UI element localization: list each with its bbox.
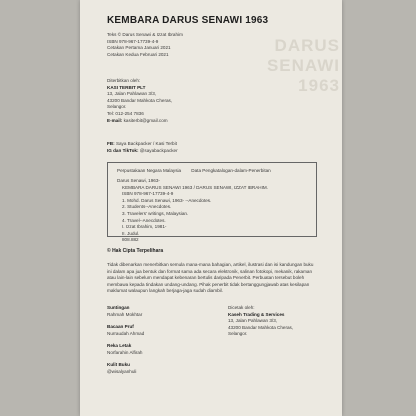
catalog-line: II. Judul.: [122, 230, 140, 236]
catalog-line: 2. Students--Anecdotes.: [122, 204, 172, 210]
publisher-intro: Diterbitkan oleh:: [107, 78, 141, 83]
credit-name: Norfarahin Alfirah: [107, 349, 143, 355]
catalog-line: KEMBARA DARUS SENAWI 1963 / DARUS SENAWI, IZZAT IBRAHIM.: [122, 184, 269, 190]
facebook-line: [107, 141, 178, 148]
publisher-email: [107, 118, 172, 125]
publisher-address-1: 13, Jalan Pahlawan 3/3,: [107, 91, 157, 97]
publisher-address-2: 43200 Bandar Mahkota Cheras,: [107, 97, 173, 103]
publisher-name: KASI TERBIT PLT: [107, 84, 146, 90]
publisher-address-3: Selangor.: [107, 104, 127, 110]
bleed-through-title: DARUS SENAWI 1963: [266, 36, 340, 95]
printer-block: [228, 305, 293, 338]
first-print-line: Cetakan Pertama Januari 2021: [107, 45, 171, 51]
credit-name: @wisalyanhuli: [107, 368, 137, 374]
credit-cover: [107, 362, 136, 375]
catalog-box: [107, 162, 317, 243]
credit-role: Bacaan Pruf: [107, 324, 134, 329]
catalog-line: 4. Travel--Anecdotes.: [122, 217, 166, 223]
credit-name: Rahmah Mokhtar: [107, 311, 143, 317]
fb-value: Saya Backpacker / Kasi Terbit: [115, 141, 177, 146]
catalog-line: 1. Mohd. Darus Senawi, 1963- --Anecdotes.: [122, 197, 212, 203]
book-title: KEMBARA DARUS SENAWI 1963: [107, 15, 269, 26]
printer-address-2: 43200 Bandar Mahkota Cheras,: [228, 324, 294, 330]
isbn-line: ISBN 978-967-17739-4-9: [107, 38, 159, 44]
printer-address-3: Selangor.: [228, 331, 248, 337]
catalog-line: 3. Travelers' writings, Malaysian.: [122, 210, 189, 216]
printer-intro: Dicetak oleh:: [228, 305, 255, 310]
instagram-line: [107, 148, 178, 155]
email-value: kasiterbit@gmail.com: [123, 117, 168, 123]
catalog-line: Darus Senawi, 1963-: [117, 178, 160, 183]
second-print-line: Cetakan Kedua Februari 2021: [107, 51, 169, 57]
printer-name: Kaseh Trading & Services: [228, 311, 285, 317]
social-block: [107, 141, 178, 154]
credit-proofreading: [107, 324, 144, 337]
book-page: [80, 0, 342, 416]
catalog-body: [117, 178, 268, 244]
publisher-block: [107, 78, 172, 124]
credit-role: Suntingan: [107, 305, 130, 310]
email-label: E-mail:: [107, 117, 123, 123]
catalog-line: I. Izzat Ibrahim, 1981-: [122, 224, 167, 230]
rights-paragraph: Tidak dibenarkan menerbitkan semula mana-mana bahagian, artikel, ilustrasi dan isi kandungan buku ini dalam apa jua bentuk dan format sama ada secara elektronik, salinan fotokopi, mekanik, rakaman atau lain-lain sebelum mendapat kebenaran bertulis daripada Penerbit. Perbuatan tersebut boleh membawa kepada tindakan undang-undang. Pihak penerbit tidak bertanggungjawab atas kesilapan maklumat walaupun langkah berjaga-jaga sudah diambil.: [107, 262, 314, 294]
ig-label: IG dan TikTok:: [107, 147, 139, 153]
fb-label: FB:: [107, 141, 115, 146]
credit-editing: [107, 305, 142, 318]
catalog-heading: Perpustakaan Negara Malaysia Data Pengkatalogan-dalam-Penerbitan: [117, 168, 271, 173]
credit-layout: [107, 343, 143, 356]
publication-info: [107, 32, 183, 58]
ig-value: @sayabackpacker: [139, 147, 178, 153]
credit-role: Kulit Buku: [107, 362, 130, 367]
printer-address-1: 13, Jalan Pahlawan 3/3,: [228, 318, 278, 324]
credit-name: Nurraudah Ahmad: [107, 330, 145, 336]
catalog-line: 808.882: [122, 237, 139, 243]
catalog-line: ISBN 978-967-17739-4-9: [122, 191, 174, 197]
rights-heading: © Hak Cipta Terpelihara: [107, 248, 164, 254]
copyright-line: Teks © Darus Senawi & Izzat Ibrahim: [107, 32, 183, 37]
publisher-tel: Tel: 012-254 7836: [107, 110, 144, 116]
credit-role: Reka Letak: [107, 343, 132, 348]
